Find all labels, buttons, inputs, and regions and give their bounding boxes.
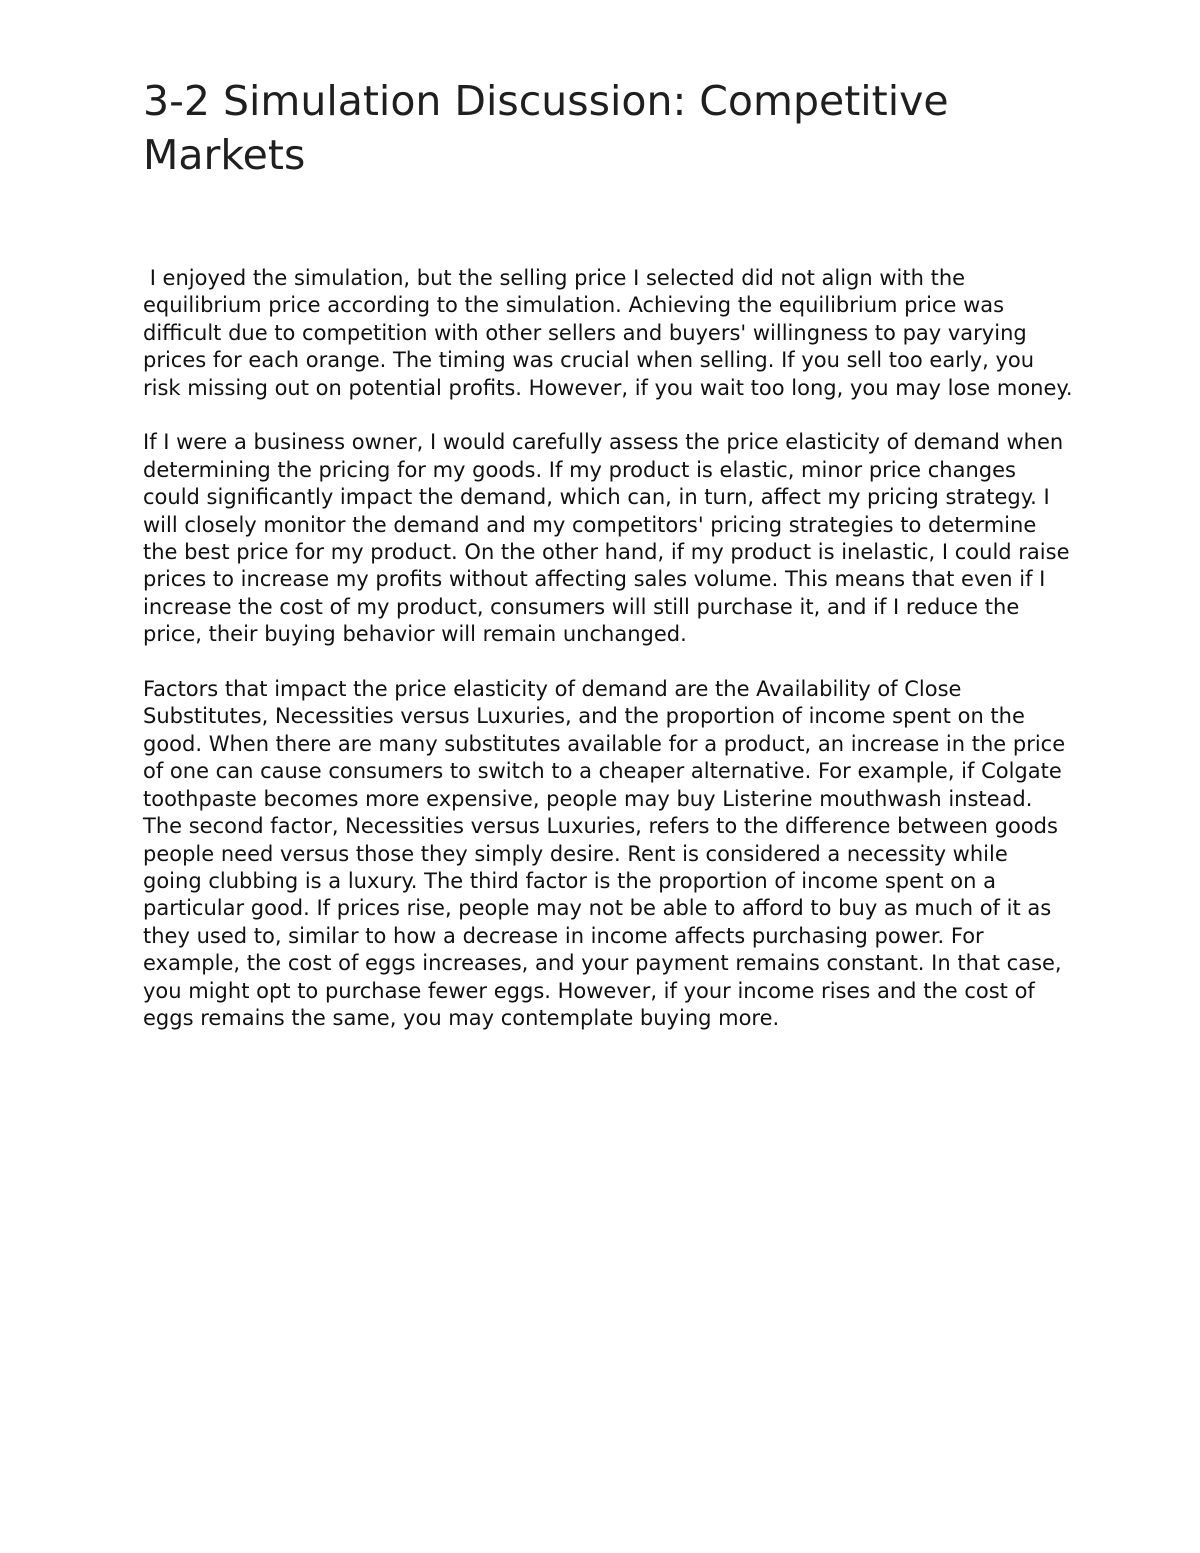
document-body xyxy=(143,265,1077,1060)
paragraph-simulation-experience: I enjoyed the simulation, but the selling price I selected did not align with the equilibrium price according to the simulation. Achieving the equilibrium price was difficult due to competition with other sellers and buyers' willingness to pay varying prices for each orange. The timing was crucial when selling. If you sell too early, you risk missing out on potential profits. However, if you wait too long, you may lose money. xyxy=(143,266,1073,400)
paragraph-business-owner-pricing: If I were a business owner, I would carefully assess the price elasticity of demand when determining the pricing for my goods. If my product is elastic, minor price changes could significantly impact the demand, which can, in turn, affect my pricing strategy. I will closely monitor the demand and my competitors' pricing strategies to determine the best price for my product. On the other hand, if my product is inelastic, I could raise prices to increase my profits without affecting sales volume. This means that even if I increase the cost of my product, consumers will still purchase it, and if I reduce the price, their buying behavior will remain unchanged. xyxy=(143,430,1077,647)
paragraph-elasticity-factors: Factors that impact the price elasticity of demand are the Availability of Close Substitutes, Necessities versus Luxuries, and the proportion of income spent on the good. When there are many substitutes available for a product, an increase in the price of one can cause consumers to switch to a cheaper alternative. For example, if Colgate toothpaste becomes more expensive, people may buy Listerine mouthwash instead. The second factor, Necessities versus Luxuries, refers to the difference between goods people need versus those they simply desire. Rent is considered a necessity while going clubbing is a luxury. The third factor is the proportion of income spent on a particular good. If prices rise, people may not be able to afford to buy as much of it as they used to, similar to how a decrease in income affects purchasing power. For example, the cost of eggs increases, and your payment remains constant. In that case, you might opt to purchase fewer eggs. However, if your income rises and the cost of eggs remains the same, you may contemplate buying more. xyxy=(143,677,1072,1030)
document-title: 3-2 Simulation Discussion: Competitive Markets xyxy=(143,77,949,179)
